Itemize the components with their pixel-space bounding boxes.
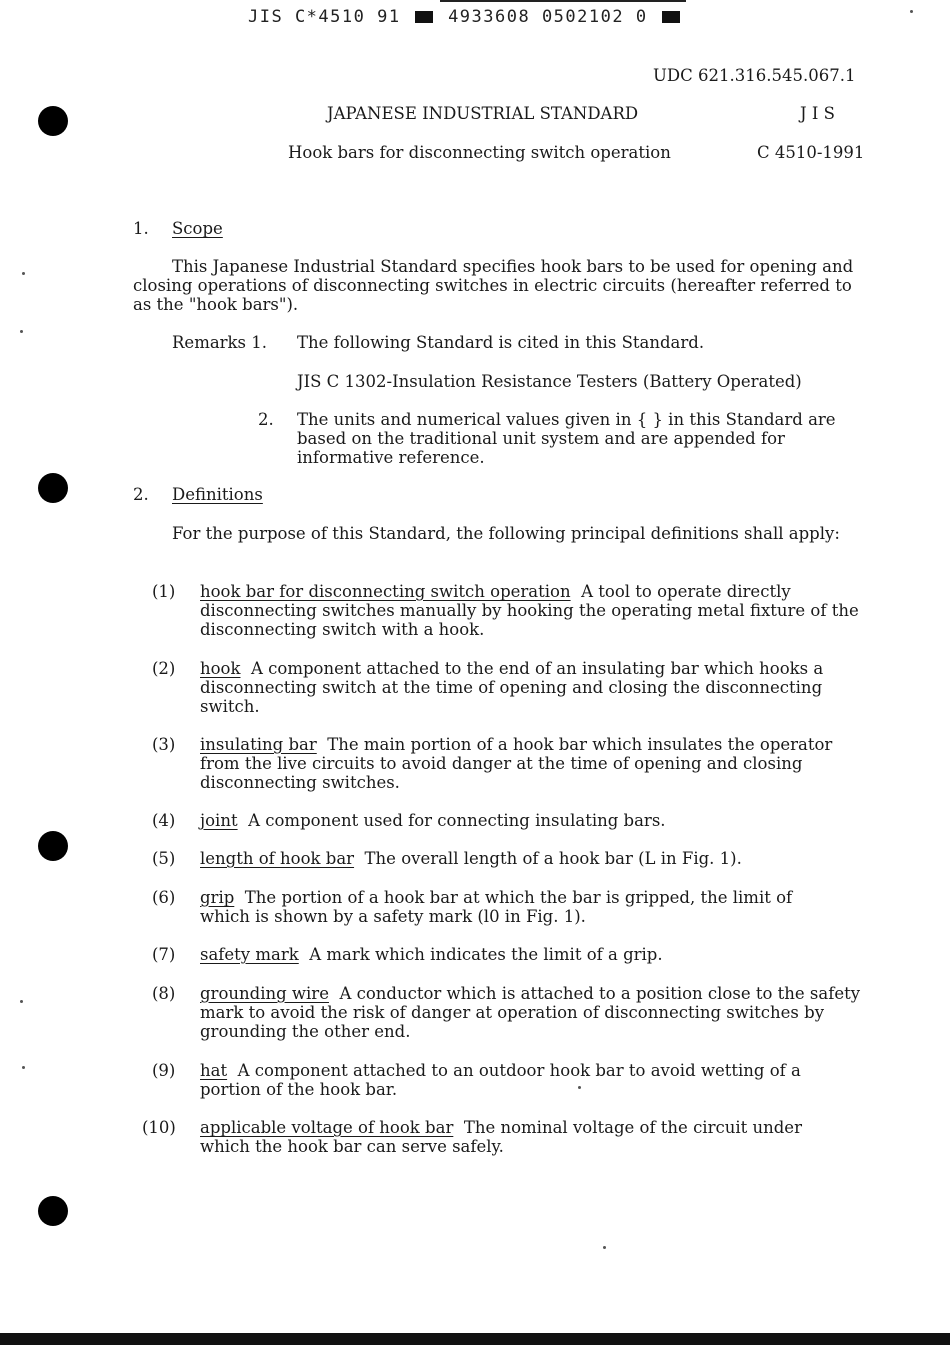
jis-mark: J I S: [800, 104, 835, 123]
scan-speck: [910, 10, 913, 13]
definition-item: [200, 888, 840, 926]
definition-number: (4): [152, 811, 176, 830]
barcode-block-icon: [662, 11, 680, 23]
cited-standard: JIS C 1302-Insulation Resistance Testers (Battery Operated): [297, 372, 802, 391]
definition-term: hook: [200, 659, 241, 678]
scan-speck: [20, 330, 23, 333]
definition-text: The main portion of a hook bar which insulates the operator from the live circuits to avoid danger at the time of opening and closing disconnecting switches.: [200, 735, 833, 792]
definition-item: [200, 1061, 860, 1099]
scan-speck: [603, 1246, 606, 1249]
barcode-block-icon: [415, 11, 433, 23]
definition-item: [200, 735, 870, 792]
definition-text: The overall length of a hook bar (L in Fig. 1).: [364, 849, 742, 868]
scope-body: This Japanese Industrial Standard specifies hook bars to be used for opening and closing operations of disconnecting switches in electric circuits (hereafter referred to as the "hook bars").: [133, 257, 854, 314]
punch-hole-icon: [38, 106, 68, 136]
definition-number: (6): [152, 888, 176, 907]
punch-hole-icon: [38, 831, 68, 861]
definition-item: [200, 984, 865, 1041]
code-part-1: JIS C*4510 91: [248, 7, 401, 27]
definition-term: hat: [200, 1061, 228, 1080]
punch-hole-icon: [38, 1196, 68, 1226]
definition-item: [200, 1118, 840, 1156]
definition-item: [200, 811, 865, 830]
scan-speck: [20, 1000, 23, 1003]
scan-bottom-bar: [0, 1333, 950, 1345]
definition-text: A component attached to an outdoor hook bar to avoid wetting of a portion of the hook bar.: [200, 1061, 801, 1099]
code-part-2: 4933608 0502102 0: [448, 7, 648, 27]
definition-text: A mark which indicates the limit of a grip.: [309, 945, 663, 964]
definition-term: safety mark: [200, 945, 299, 964]
definition-text: A conductor which is attached to a position close to the safety mark to avoid the risk of danger at operation of disconnecting switches by grounding the other end.: [200, 984, 861, 1041]
definitions-heading: Definitions: [172, 485, 263, 504]
document-title: Hook bars for disconnecting switch operation: [288, 143, 671, 162]
section-number: 1.: [133, 219, 149, 238]
definition-text: A tool to operate directly disconnecting switches manually by hooking the operating metal fixture of the disconnecting switch with a hook.: [200, 582, 859, 639]
definition-number: (3): [152, 735, 176, 754]
definition-number: (9): [152, 1061, 176, 1080]
standard-title: JAPANESE INDUSTRIAL STANDARD: [327, 104, 639, 123]
definition-term: length of hook bar: [200, 849, 355, 868]
definitions-intro: For the purpose of this Standard, the following principal definitions shall apply:: [172, 524, 840, 543]
definition-number: (2): [152, 659, 176, 678]
definition-number: (7): [152, 945, 176, 964]
definition-term: grip: [200, 888, 235, 907]
definition-text: A component used for connecting insulating bars.: [248, 811, 666, 830]
definition-item: [200, 582, 865, 639]
punch-hole-icon: [38, 473, 68, 503]
remarks-label: Remarks 1.: [172, 333, 268, 352]
udc-number: UDC 621.316.545.067.1: [653, 66, 856, 85]
definition-number: (5): [152, 849, 176, 868]
definition-text: A component attached to the end of an insulating bar which hooks a disconnecting switch at the time of opening and closing the disconnecting switch.: [200, 659, 824, 716]
scan-speck: [22, 1066, 25, 1069]
definition-text: The portion of a hook bar at which the bar is gripped, the limit of which is shown by a safety mark (l0 in Fig. 1).: [200, 888, 793, 926]
definition-term: joint: [200, 811, 238, 830]
scan-speck: [22, 272, 25, 275]
definition-term: grounding wire: [200, 984, 329, 1003]
document-number: C 4510-1991: [757, 143, 865, 162]
definition-number: (10): [142, 1118, 176, 1137]
document-code-line: [248, 8, 683, 27]
remark-1: The following Standard is cited in this Standard.: [297, 333, 705, 352]
definition-item: [200, 945, 865, 964]
definition-text: The nominal voltage of the circuit under which the hook bar can serve safely.: [200, 1118, 802, 1156]
definition-item: [200, 659, 865, 716]
scope-heading: Scope: [172, 219, 223, 238]
section-number: 2.: [133, 485, 149, 504]
definition-item: [200, 849, 870, 868]
definition-number: (1): [152, 582, 176, 601]
definition-term: hook bar for disconnecting switch operation: [200, 582, 571, 601]
definition-number: (8): [152, 984, 176, 1003]
definition-term: insulating bar: [200, 735, 317, 754]
remark-2: The units and numerical values given in { } in this Standard are based on the traditional unit system and are appended for informative reference.: [297, 410, 836, 467]
definition-term: applicable voltage of hook bar: [200, 1118, 454, 1137]
remark-2-number: 2.: [258, 410, 274, 429]
scan-top-line: [440, 0, 686, 2]
